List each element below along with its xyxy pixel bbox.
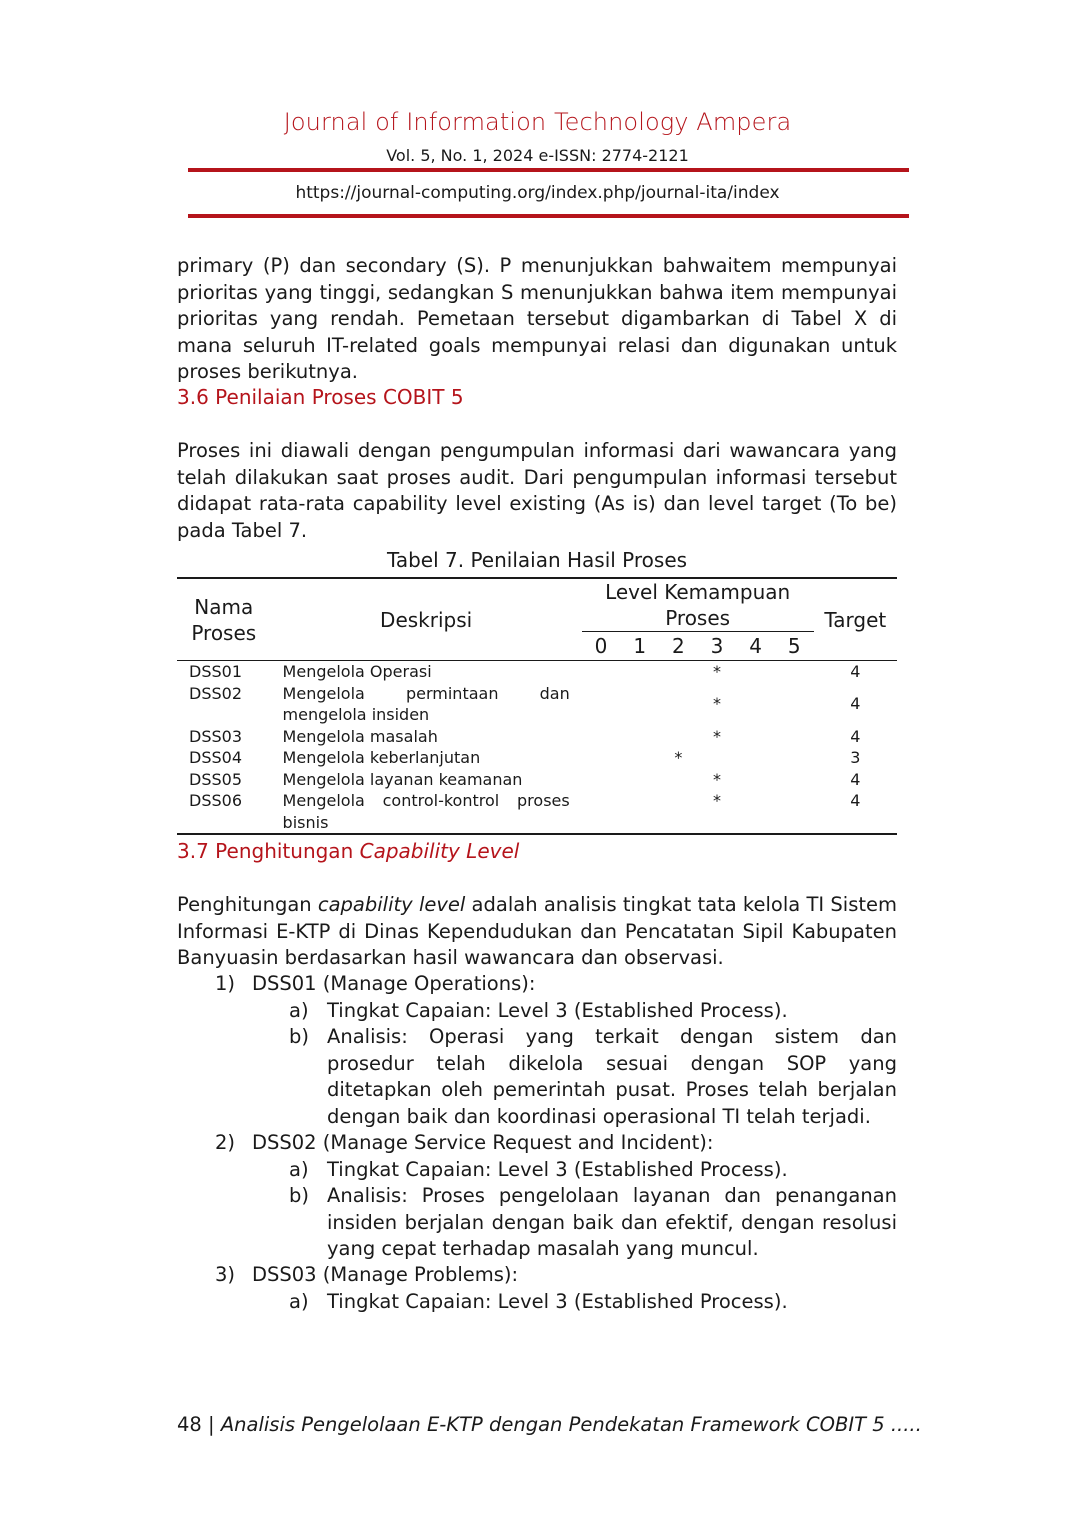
level-mark-2 [659, 726, 698, 748]
level-mark-0 [582, 769, 621, 791]
table-row [177, 769, 897, 791]
section-heading-3-6: 3.6 Penilaian Proses COBIT 5 [177, 385, 464, 409]
list-letter: b) [289, 1025, 309, 1048]
process-description: Mengelola permintaan dan mengelola insiden [282, 683, 570, 724]
level-mark-5 [775, 769, 814, 791]
level-mark-4 [736, 726, 775, 748]
process-code: DSS04 [189, 748, 242, 767]
list-letter: a) [289, 1289, 309, 1313]
level-mark-0 [582, 726, 621, 748]
column-header-nama-proses: Nama Proses [191, 594, 257, 645]
process-description: Mengelola layanan keamanan [282, 769, 523, 789]
process-description: Mengelola keberlanjutan [282, 748, 481, 767]
level-mark-3 [698, 747, 737, 769]
assessment-table [177, 577, 897, 835]
journal-url: https://journal-computing.org/index.php/journal-ita/index [295, 183, 780, 203]
page-footer [177, 1413, 922, 1436]
section-heading-3-7 [177, 839, 897, 863]
level-mark-1 [620, 769, 659, 791]
level-header-5: 5 [787, 634, 801, 658]
paragraph-capability-level [177, 892, 897, 972]
level-mark-2 [659, 683, 698, 726]
level-mark-3: * [712, 694, 721, 714]
list-text: Tingkat Capaian: Level 3 (Established Process). [327, 1157, 788, 1181]
section-heading-italic: Capability Level [359, 839, 520, 863]
target-value: 4 [850, 726, 861, 746]
level-mark-2 [659, 661, 698, 683]
level-mark-3: * [712, 769, 721, 789]
list-number: 2) [215, 1131, 236, 1154]
list-item [177, 998, 897, 1025]
table-row [177, 747, 897, 769]
level-mark-3: * [712, 662, 721, 681]
target-value: 4 [850, 769, 861, 789]
process-code: DSS05 [189, 769, 242, 789]
process-description: Mengelola control-kontrol proses bisnis [282, 791, 570, 832]
list-item [177, 1130, 897, 1157]
level-mark-5 [775, 790, 814, 834]
list-item [177, 1024, 897, 1130]
level-mark-0 [582, 747, 621, 769]
table-row [177, 726, 897, 748]
table-row [177, 661, 897, 683]
header-rule-top [188, 168, 909, 172]
level-mark-5 [775, 726, 814, 748]
journal-title: Journal of Information Technology Ampera [283, 108, 792, 136]
level-mark-4 [736, 790, 775, 834]
list-item [177, 1262, 897, 1289]
level-mark-1 [620, 661, 659, 683]
list-letter: b) [289, 1184, 309, 1207]
level-mark-2 [659, 769, 698, 791]
level-mark-2: * [674, 748, 683, 767]
table-row [177, 790, 897, 834]
target-value: 4 [850, 791, 861, 810]
page-number: 48 [177, 1413, 202, 1436]
column-header-level: Level Kemampuan Proses [582, 578, 814, 632]
level-mark-2 [659, 790, 698, 834]
list-item [177, 971, 897, 998]
level-mark-4 [736, 747, 775, 769]
list-letter: a) [289, 1157, 309, 1181]
paragraph-priority: primary (P) dan secondary (S). P menunjukkan bahwaitem mempunyai prioritas yang tinggi, sedangkan S menunjukkan bahwa item mempunyai prioritas yang rendah. Pemetaan tersebut digambarkan di Tabel X di mana seluruh IT-related goals mempunyai relasi dan digunakan untuk proses berikutnya. [177, 254, 897, 383]
list-item [177, 1183, 897, 1263]
running-title: Analisis Pengelolaan E-KTP dengan Pendekatan Framework COBIT 5 ..... [220, 1413, 922, 1436]
paragraph-pre: Penghitungan [177, 893, 318, 916]
list-item [177, 1289, 897, 1316]
level-header-0: 0 [594, 634, 608, 658]
paragraph-post: adalah analisis tingkat tata kelola TI Sistem Informasi E-KTP di Dinas Kependudukan dan Pencatatan Sipil Kabupaten Banyuasin berdasarkan hasil wawancara dan observasi. [177, 893, 897, 969]
level-mark-4 [736, 683, 775, 726]
list-text: DSS03 (Manage Problems): [252, 1263, 519, 1286]
list-number: 1) [215, 972, 236, 995]
section-heading-prefix: 3.7 Penghitungan [177, 839, 360, 863]
level-mark-1 [620, 790, 659, 834]
column-header-target: Target [824, 607, 887, 632]
level-mark-5 [775, 661, 814, 683]
list-item [177, 1157, 897, 1184]
level-mark-4 [736, 769, 775, 791]
target-value: 4 [850, 694, 861, 714]
level-mark-5 [775, 683, 814, 726]
level-mark-5 [775, 747, 814, 769]
level-mark-3: * [712, 791, 721, 810]
level-header-3: 3 [710, 634, 724, 658]
list-number: 3) [215, 1263, 236, 1286]
journal-volume: Vol. 5, No. 1, 2024 e-ISSN: 2774-2121 [386, 146, 689, 165]
process-code: DSS06 [189, 791, 242, 810]
list-letter: a) [289, 998, 309, 1022]
level-mark-4 [736, 661, 775, 683]
table-caption: Tabel 7. Penilaian Hasil Proses [386, 548, 688, 572]
footer-separator: | [208, 1413, 215, 1436]
level-header-4: 4 [749, 634, 762, 658]
level-mark-0 [582, 683, 621, 726]
process-description: Mengelola masalah [282, 726, 438, 746]
level-mark-3: * [712, 726, 721, 746]
list-text: Analisis: Proses pengelolaan layanan dan penanganan insiden berjalan dengan baik dan efektif, dengan resolusi yang cepat terhadap masalah yang muncul. [327, 1184, 897, 1260]
process-code: DSS03 [189, 726, 242, 746]
level-mark-0 [582, 661, 621, 683]
level-mark-1 [620, 747, 659, 769]
process-code: DSS02 [189, 683, 242, 703]
level-header-2: 2 [671, 634, 685, 658]
list-text: DSS02 (Manage Service Request and Incident): [252, 1131, 714, 1154]
list-text: Analisis: Operasi yang terkait dengan sistem dan prosedur telah dikelola sesuai dengan SOP yang ditetapkan oleh pemerintah pusat. Proses telah berjalan dengan baik dan koordinasi operasional TI telah terjadi. [327, 1025, 897, 1128]
level-mark-0 [582, 790, 621, 834]
process-description: Mengelola Operasi [282, 662, 432, 681]
list-text: DSS01 (Manage Operations): [252, 972, 536, 995]
list-text: Tingkat Capaian: Level 3 (Established Process). [327, 1289, 788, 1313]
table-row [177, 683, 897, 726]
paragraph-italic: capability level [317, 893, 466, 916]
header-rule-bottom [188, 214, 909, 218]
level-header-1: 1 [633, 634, 647, 658]
list-text: Tingkat Capaian: Level 3 (Established Process). [327, 998, 788, 1022]
level-mark-1 [620, 683, 659, 726]
column-header-deskripsi: Deskripsi [380, 607, 473, 632]
target-value: 3 [850, 748, 861, 767]
target-value: 4 [850, 662, 861, 681]
process-code: DSS01 [189, 662, 242, 681]
level-mark-1 [620, 726, 659, 748]
paragraph-process-assessment: Proses ini diawali dengan pengumpulan informasi dari wawancara yang telah dilakukan saat proses audit. Dari pengumpulan informasi tersebut didapat rata-rata capability level existing (As is) dan level target (To be) pada Tabel 7. [177, 439, 897, 542]
